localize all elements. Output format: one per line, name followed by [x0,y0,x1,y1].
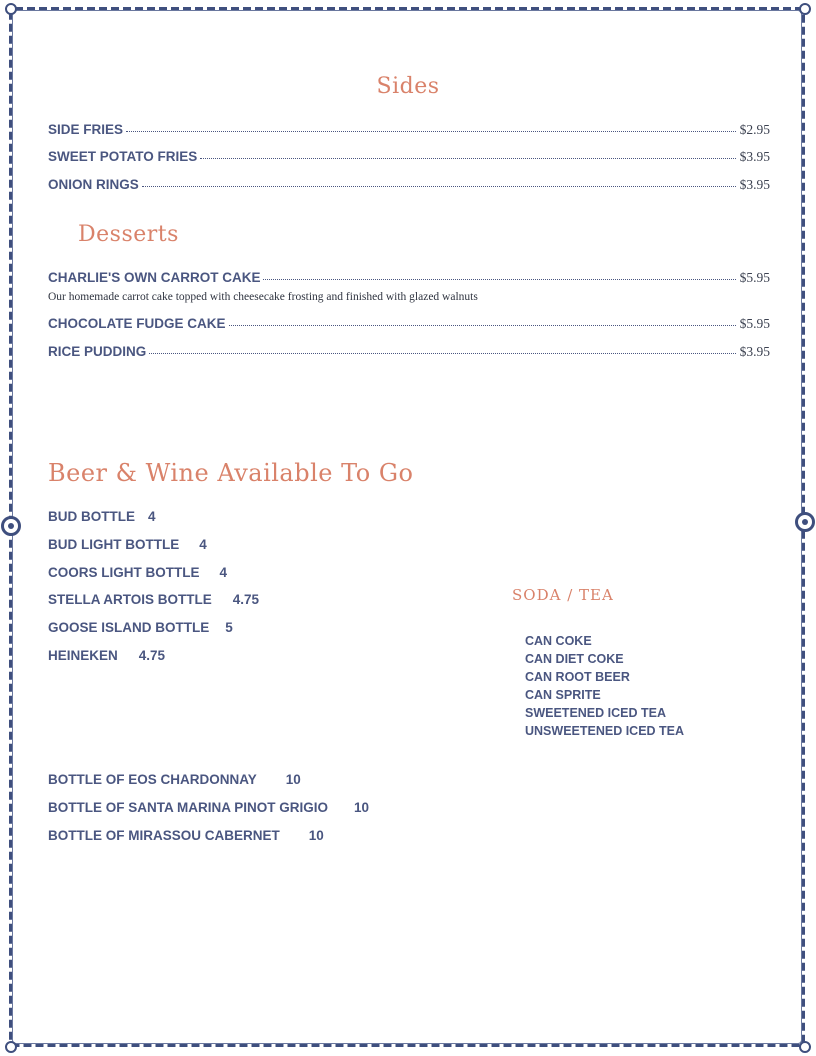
beer-item [48,648,165,663]
wine-name: BOTTLE OF MIRASSOU CABERNET [48,828,280,843]
soda-item: CAN SPRITE [525,688,601,702]
soda-item: CAN DIET COKE [525,652,624,666]
dot-leader [263,279,735,280]
beer-name: BUD LIGHT BOTTLE [48,537,180,552]
corner-knot-icon [799,3,811,15]
wine-item [48,772,301,787]
soda-item: CAN ROOT BEER [525,670,630,684]
wine-price: 10 [354,800,370,815]
item-price: $3.95 [739,177,770,192]
corner-knot-icon [799,1041,811,1053]
wine-item [48,800,369,815]
beer-item [48,509,156,524]
wine-price: 10 [308,828,324,843]
soda-tea-heading: SODA / TEA [512,586,614,604]
beer-name: STELLA ARTOIS BOTTLE [48,592,212,607]
item-price: $3.95 [739,344,770,359]
corner-knot-icon [5,3,17,15]
beer-item [48,620,233,635]
item-name: RICE PUDDING [48,344,147,359]
menu-item [48,177,770,195]
menu-item [48,316,770,334]
item-name: ONION RINGS [48,177,139,192]
dot-leader [200,158,735,159]
item-name: CHARLIE'S OWN CARROT CAKE [48,270,261,285]
menu-item [48,270,770,288]
wine-price: 10 [285,772,301,787]
beer-price: 4.75 [232,592,260,607]
side-knot-icon [795,512,815,532]
soda-item: SWEETENED ICED TEA [525,706,666,720]
menu-item [48,122,770,140]
dot-leader [229,325,736,326]
soda-tea-list [525,632,684,740]
wine-name: BOTTLE OF EOS CHARDONNAY [48,772,257,787]
beer-name: HEINEKEN [48,648,118,663]
dot-leader [126,131,736,132]
beer-item [48,565,227,580]
item-description: Our homemade carrot cake topped with cheesecake frosting and finished with glazed walnuts [48,291,478,303]
beer-name: COORS LIGHT BOTTLE [48,565,200,580]
dot-leader [142,186,736,187]
item-name: CHOCOLATE FUDGE CAKE [48,316,226,331]
beer-price: 5 [225,620,233,635]
beer-price: 4 [219,565,228,580]
item-price: $5.95 [739,270,770,285]
wine-name: BOTTLE OF SANTA MARINA PINOT GRIGIO [48,800,328,815]
beer-item [48,592,259,607]
item-price: $5.95 [739,316,770,331]
menu-item [48,149,770,167]
item-name: SIDE FRIES [48,122,124,137]
item-price: $2.95 [739,122,770,137]
beer-price: 4 [199,537,207,552]
beer-name: GOOSE ISLAND BOTTLE [48,620,210,635]
beer-item [48,537,207,552]
side-knot-icon [1,516,21,536]
wine-item [48,828,324,843]
corner-knot-icon [5,1041,17,1053]
item-price: $3.95 [739,149,770,164]
beer-price: 4 [148,509,156,524]
item-name: SWEET POTATO FRIES [48,149,198,164]
beer-name: BUD BOTTLE [48,509,135,524]
soda-item: CAN COKE [525,634,592,648]
dot-leader [149,353,735,354]
sides-heading: Sides [376,74,440,99]
menu-item [48,344,770,362]
desserts-heading: Desserts [78,222,179,247]
beer-wine-heading: Beer & Wine Available To Go [48,459,414,487]
beer-price: 4.75 [138,648,166,663]
soda-item: UNSWEETENED ICED TEA [525,724,685,738]
